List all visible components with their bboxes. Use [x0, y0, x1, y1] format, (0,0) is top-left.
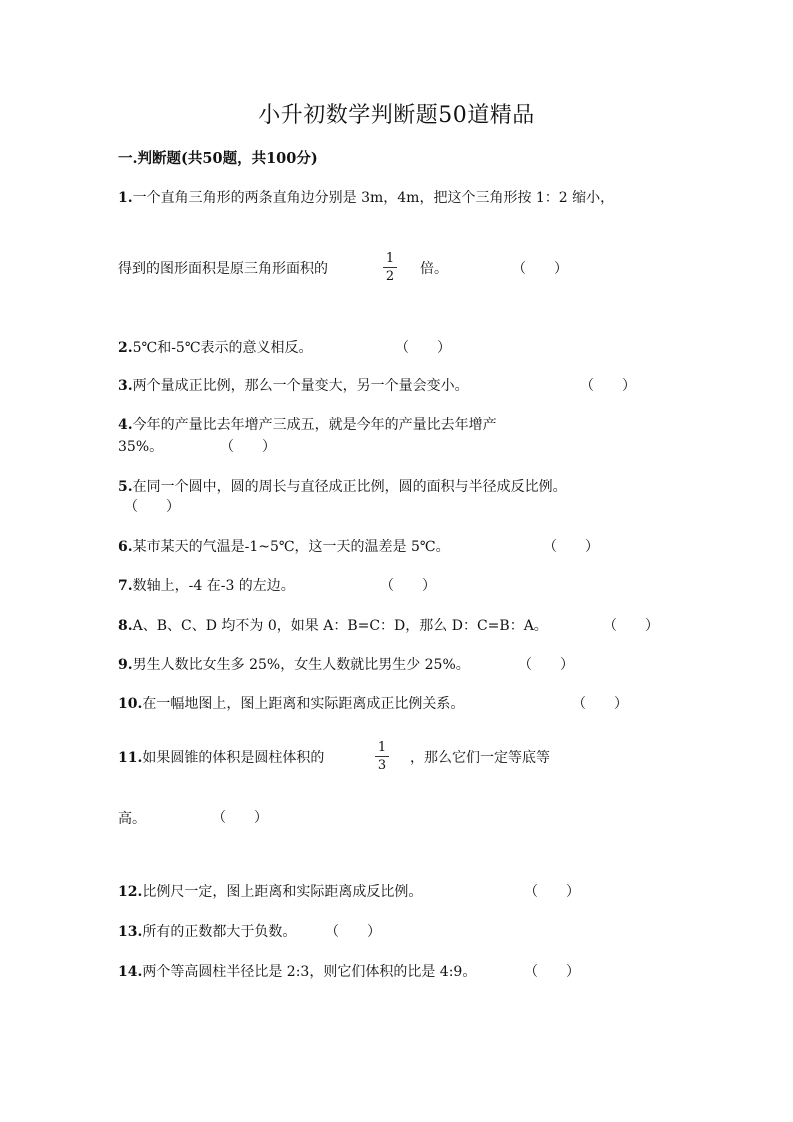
question-number: 10. [118, 696, 143, 712]
fraction-numerator: 1 [377, 740, 387, 755]
question-number: 4. [118, 417, 133, 433]
page-title: 小升初数学判断题50道精品 [258, 103, 535, 128]
question-number: 9. [118, 657, 133, 673]
answer-blank[interactable]: （ ） [212, 810, 268, 826]
question-number: 11. [118, 750, 143, 766]
fraction-numerator: 1 [385, 251, 395, 266]
answer-blank[interactable]: （ ） [395, 340, 451, 356]
answer-blank[interactable]: （ ） [124, 499, 180, 515]
question-5 [118, 476, 567, 496]
question-text: 两个量成正比例，那么一个量变大，另一个量会变小。 [132, 378, 469, 394]
question-text: 今年的产量比去年增产三成五，就是今年的产量比去年增产 [132, 417, 497, 433]
question-1-tail: 倍。 [420, 261, 448, 277]
answer-blank[interactable]: （ ） [325, 924, 381, 940]
fraction [375, 741, 389, 772]
section-heading: 一.判断题(共50题，共100分) [118, 150, 318, 167]
question-number: 7. [118, 578, 133, 594]
answer-blank[interactable]: （ ） [580, 378, 636, 394]
question-1-line2: 得到的图形面积是原三角形面积的 [118, 261, 328, 277]
question-2 [118, 337, 313, 357]
question-text: 在同一个圆中，圆的周长与直径成正比例，圆的面积与半径成反比例。 [132, 479, 567, 495]
question-7 [118, 575, 295, 595]
question-11 [118, 747, 324, 767]
question-text: 在一幅地图上，图上距离和实际距离成正比例关系。 [142, 696, 465, 712]
question-number: 5. [118, 479, 133, 495]
fraction-denominator: 3 [377, 758, 387, 773]
question-14 [118, 961, 476, 981]
question-text: 某市某天的气温是-1~5℃，这一天的温差是 5℃。 [132, 539, 450, 555]
question-text: 两个等高圆柱半径比是 2:3，则它们体积的比是 4:9。 [142, 964, 477, 980]
question-12 [118, 881, 422, 901]
question-13 [118, 921, 296, 941]
question-number: 8. [118, 618, 133, 634]
answer-blank[interactable]: （ ） [524, 884, 580, 900]
question-text: 男生人数比女生多 25%，女生人数就比男生少 25%。 [132, 657, 470, 673]
question-text: 数轴上，-4 在-3 的左边。 [132, 578, 295, 594]
question-text: 5℃和-5℃表示的意义相反。 [132, 340, 313, 356]
answer-blank[interactable]: （ ） [220, 439, 276, 455]
answer-blank[interactable]: （ ） [543, 539, 599, 555]
question-number: 14. [118, 964, 143, 980]
question-11-line2: 高。 [118, 811, 146, 827]
question-number: 12. [118, 884, 143, 900]
fraction [383, 252, 397, 283]
question-text: 如果圆锥的体积是圆柱体积的 [142, 750, 325, 766]
question-10 [118, 693, 464, 713]
question-6 [118, 536, 450, 556]
answer-blank[interactable]: （ ） [524, 964, 580, 980]
answer-blank[interactable]: （ ） [512, 261, 568, 277]
question-number: 3. [118, 378, 133, 394]
fraction-denominator: 2 [385, 269, 395, 284]
question-number: 2. [118, 340, 133, 356]
question-number: 6. [118, 539, 133, 555]
question-9 [118, 654, 470, 674]
question-11-tail: ，那么它们一定等底等 [410, 750, 550, 766]
question-text: 所有的正数都大于负数。 [142, 924, 297, 940]
answer-blank[interactable]: （ ） [518, 657, 574, 673]
answer-blank[interactable]: （ ） [572, 696, 628, 712]
question-number: 13. [118, 924, 143, 940]
question-8 [118, 615, 548, 635]
question-text: A、B、C、D 均不为 0，如果 A：B=C：D，那么 D：C=B：A。 [132, 618, 548, 634]
answer-blank[interactable]: （ ） [603, 618, 659, 634]
answer-blank[interactable]: （ ） [380, 578, 436, 594]
question-text: 一个直角三角形的两条直角边分别是 3m，4m，把这个三角形按 1：2 缩小， [132, 190, 615, 206]
question-number: 1. [118, 190, 133, 206]
question-text: 比例尺一定，图上距离和实际距离成反比例。 [142, 884, 423, 900]
question-4-line2: 35%。 [118, 439, 164, 455]
question-4 [118, 414, 497, 434]
question-1 [118, 187, 614, 207]
question-3 [118, 375, 469, 395]
